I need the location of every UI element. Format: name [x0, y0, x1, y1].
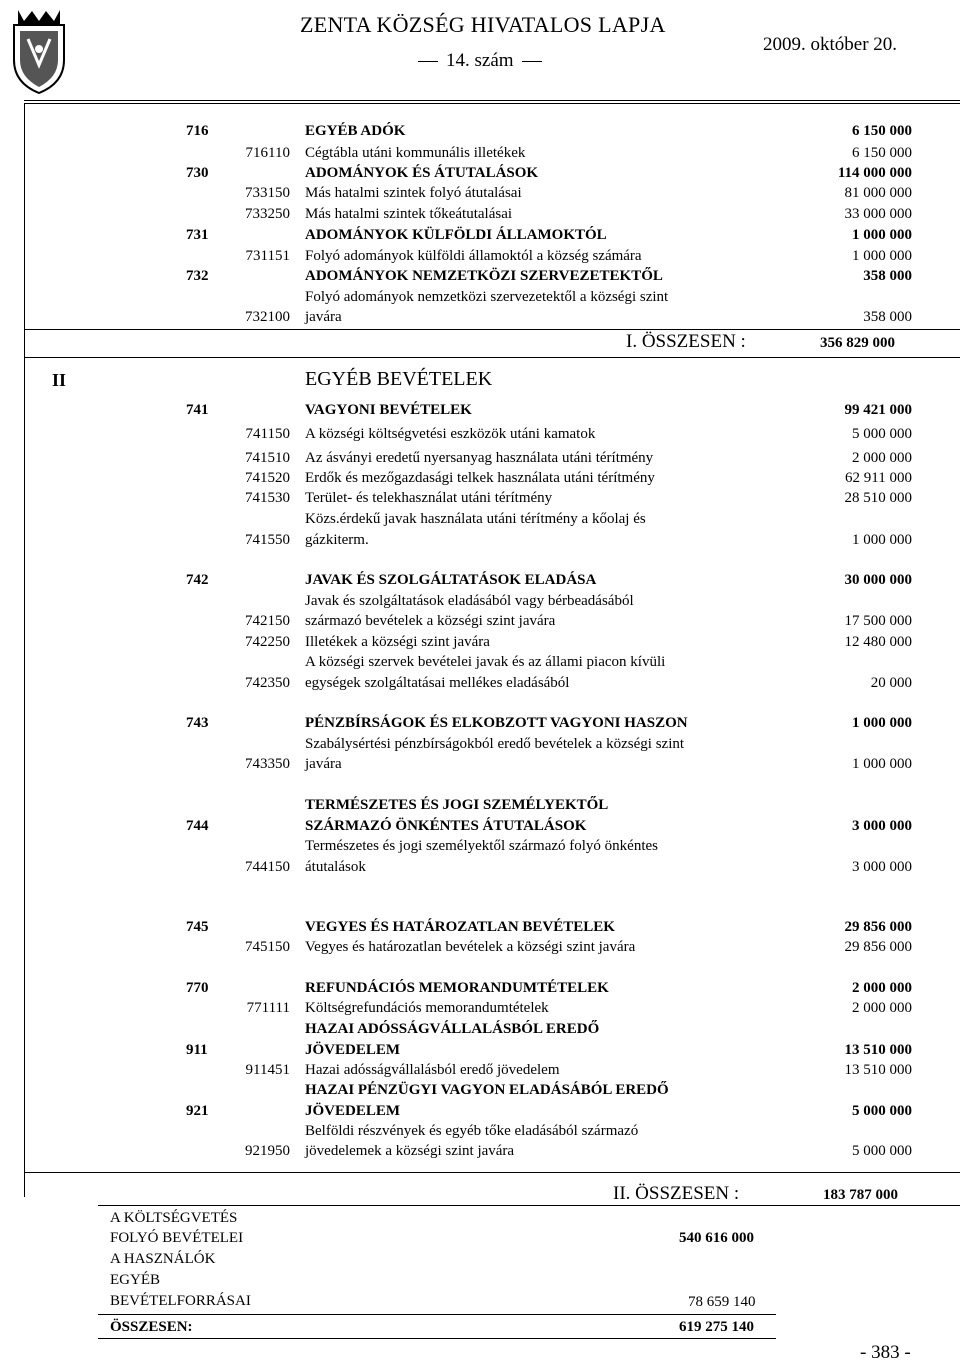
item-label: Javak és szolgáltatások eladásából vagy bérbeadásából — [305, 593, 634, 609]
item-amount: 114 000 000 — [837, 165, 912, 181]
divider-line — [24, 357, 960, 358]
item-label: TERMÉSZETES ÉS JOGI SZEMÉLYEKTŐL — [305, 797, 609, 813]
subaccount-code: 745150 — [245, 939, 290, 955]
item-amount: 28 510 000 — [844, 490, 912, 506]
account-code: 770 — [186, 980, 209, 996]
account-code: 921 — [186, 1103, 209, 1119]
item-label: Folyó adományok külföldi államoktól a község számára — [305, 248, 642, 264]
divider-line — [98, 1205, 960, 1206]
item-label: HAZAI PÉNZÜGYI VAGYON ELADÁSÁBÓL EREDŐ — [305, 1082, 669, 1098]
item-amount: 33 000 000 — [844, 206, 912, 222]
account-code: 730 — [186, 165, 209, 181]
item-amount: 5 000 000 — [852, 426, 912, 442]
item-amount: 29 856 000 — [844, 919, 912, 935]
account-code: 732 — [186, 268, 209, 284]
item-label: A községi szervek bevételei javak és az állami piacon kívüli — [305, 654, 666, 670]
item-amount: 29 856 000 — [844, 939, 912, 955]
item-amount: 1 000 000 — [852, 756, 912, 772]
item-label: Hazai adósságvállalásból eredő jövedelem — [305, 1062, 560, 1078]
item-amount: 2 000 000 — [852, 980, 912, 996]
item-label: JÖVEDELEM — [305, 1103, 401, 1119]
item-label: Költségrefundációs memorandumtételek — [305, 1000, 549, 1016]
item-label: JAVAK ÉS SZOLGÁLTATÁSOK ELADÁSA — [305, 572, 597, 588]
budget-value: 540 616 000 — [679, 1230, 754, 1246]
item-label: Természetes és jogi személyektől származó folyó önkéntes — [305, 838, 658, 854]
subaccount-code: 716110 — [245, 145, 290, 161]
account-code: 716 — [186, 123, 209, 139]
users-value: 78 659 140 — [688, 1294, 756, 1310]
subaccount-code: 911451 — [245, 1062, 290, 1078]
item-label: Erdők és mezőgazdasági telkek használata utáni térítmény — [305, 470, 655, 486]
subaccount-code: 741510 — [245, 450, 290, 466]
subaccount-code: 741150 — [245, 426, 290, 442]
account-code: 911 — [186, 1042, 208, 1058]
item-amount: 6 150 000 — [852, 145, 912, 161]
sum2-label: II. ÖSSZESEN : — [613, 1183, 740, 1204]
subaccount-code: 741520 — [245, 470, 290, 486]
subaccount-code: 771111 — [246, 1000, 290, 1016]
item-label: Más hatalmi szintek folyó átutalásai — [305, 185, 522, 201]
item-label: REFUNDÁCIÓS MEMORANDUMTÉTELEK — [305, 980, 609, 996]
subaccount-code: 741530 — [245, 490, 290, 506]
item-amount: 2 000 000 — [852, 450, 912, 466]
budget-label-line1: A KÖLTSÉGVETÉS — [110, 1210, 238, 1226]
item-amount: 13 510 000 — [844, 1042, 912, 1058]
subaccount-code: 742150 — [245, 613, 290, 629]
item-label: jövedelemek a községi szint javára — [305, 1143, 515, 1159]
item-amount: 20 000 — [870, 675, 912, 691]
subaccount-code: 732100 — [245, 309, 290, 325]
subaccount-code: 733150 — [245, 185, 290, 201]
item-amount: 30 000 000 — [844, 572, 912, 588]
users-label-line2: EGYÉB — [110, 1272, 160, 1288]
item-amount: 3 000 000 — [852, 859, 912, 875]
item-label: Terület- és telekhasználat utáni térítmény — [305, 490, 553, 506]
item-amount: 1 000 000 — [852, 715, 912, 731]
item-amount: 1 000 000 — [852, 227, 912, 243]
item-label: JÖVEDELEM — [305, 1042, 401, 1058]
item-amount: 358 000 — [863, 268, 912, 284]
account-code: 742 — [186, 572, 209, 588]
item-label: Szabálysértési pénzbírságokból eredő bevételek a községi szint — [305, 736, 685, 752]
subaccount-code: 744150 — [245, 859, 290, 875]
account-code: 731 — [186, 227, 209, 243]
divider-line — [24, 1172, 960, 1173]
item-label: ADOMÁNYOK NEMZETKÖZI SZERVEZETEKTŐL — [305, 268, 663, 284]
item-label: ADOMÁNYOK KÜLFÖLDI ÁLLAMOKTÓL — [305, 227, 607, 243]
subaccount-code: 742350 — [245, 675, 290, 691]
issue-date: 2009. október 20. — [763, 34, 898, 55]
item-amount: 62 911 000 — [845, 470, 912, 486]
divider-line — [98, 1338, 776, 1339]
item-label: VAGYONI BEVÉTELEK — [305, 402, 472, 418]
page-number: - 383 - — [860, 1342, 911, 1363]
total-label: ÖSSZESEN: — [110, 1319, 193, 1335]
item-label: Folyó adományok nemzetközi szervezetektől a községi szint — [305, 289, 669, 305]
item-label: javára — [305, 309, 342, 325]
subaccount-code: 733250 — [245, 206, 290, 222]
item-amount: 99 421 000 — [844, 402, 912, 418]
item-label: Más hatalmi szintek tőkeátutalásai — [305, 206, 513, 222]
header-divider — [24, 100, 960, 101]
item-label: Cégtábla utáni kommunális illetékek — [305, 145, 526, 161]
item-amount: 3 000 000 — [852, 818, 912, 834]
item-label: gázkiterm. — [305, 532, 369, 548]
item-amount: 6 150 000 — [852, 123, 912, 139]
section-title: EGYÉB BEVÉTELEK — [305, 368, 493, 390]
divider-line — [24, 329, 960, 330]
item-label: származó bevételek a községi szint javára — [305, 613, 556, 629]
account-code: 744 — [186, 818, 209, 834]
item-amount: 12 480 000 — [844, 634, 912, 650]
issue-number: 14. szám — [410, 50, 550, 72]
subaccount-code: 742250 — [245, 634, 290, 650]
item-label: Az ásványi eredetű nyersanyag használata utáni térítmény — [305, 450, 654, 466]
item-label: egységek szolgáltatásai mellékes eladásából — [305, 675, 570, 691]
users-label-line1: A HASZNÁLÓK — [110, 1251, 216, 1267]
item-amount: 13 510 000 — [844, 1062, 912, 1078]
item-label: Illetékek a községi szint javára — [305, 634, 490, 650]
publication-title: ZENTA KÖZSÉG HIVATALOS LAPJA — [300, 12, 666, 37]
item-label: átutalások — [305, 859, 366, 875]
sum1-value: 356 829 000 — [820, 335, 895, 351]
item-label: Közs.érdekű javak használata utáni térítmény a kőolaj és — [305, 511, 646, 527]
item-label: ADOMÁNYOK ÉS ÁTUTALÁSOK — [305, 165, 539, 181]
total-value: 619 275 140 — [679, 1319, 754, 1335]
coat-of-arms-icon — [8, 5, 70, 95]
item-amount: 2 000 000 — [852, 1000, 912, 1016]
item-amount: 81 000 000 — [844, 185, 912, 201]
item-amount: 1 000 000 — [852, 248, 912, 264]
account-code: 741 — [186, 402, 209, 418]
subaccount-code: 921950 — [245, 1143, 290, 1159]
sum1-label: I. ÖSSZESEN : — [626, 331, 746, 352]
subaccount-code: 731151 — [245, 248, 290, 264]
item-amount: 17 500 000 — [844, 613, 912, 629]
sum2-value: 183 787 000 — [823, 1187, 898, 1203]
item-label: EGYÉB ADÓK — [305, 123, 406, 139]
item-label: A községi költségvetési eszközök utáni kamatok — [305, 426, 596, 442]
users-label-line3: BEVÉTELFORRÁSAI — [110, 1293, 251, 1309]
item-label: VEGYES ÉS HATÁROZATLAN BEVÉTELEK — [305, 919, 615, 935]
item-label: javára — [305, 756, 342, 772]
account-code: 745 — [186, 919, 209, 935]
item-label: SZÁRMAZÓ ÖNKÉNTES ÁTUTALÁSOK — [305, 818, 587, 834]
item-label: Vegyes és határozatlan bevételek a községi szint javára — [305, 939, 636, 955]
budget-label-line2: FOLYÓ BEVÉTELEI — [110, 1230, 244, 1246]
subaccount-code: 741550 — [245, 532, 290, 548]
item-amount: 358 000 — [863, 309, 912, 325]
account-code: 743 — [186, 715, 209, 731]
item-label: Belföldi részvények és egyéb tőke eladásából származó — [305, 1123, 639, 1139]
divider-line — [98, 1314, 776, 1315]
item-amount: 5 000 000 — [852, 1103, 912, 1119]
item-label: PÉNZBÍRSÁGOK ÉS ELKOBZOTT VAGYONI HASZON — [305, 715, 688, 731]
item-amount: 1 000 000 — [852, 532, 912, 548]
subaccount-code: 743350 — [245, 756, 290, 772]
item-amount: 5 000 000 — [852, 1143, 912, 1159]
section-roman: II — [52, 370, 67, 390]
item-label: HAZAI ADÓSSÁGVÁLLALÁSBÓL EREDŐ — [305, 1021, 600, 1037]
